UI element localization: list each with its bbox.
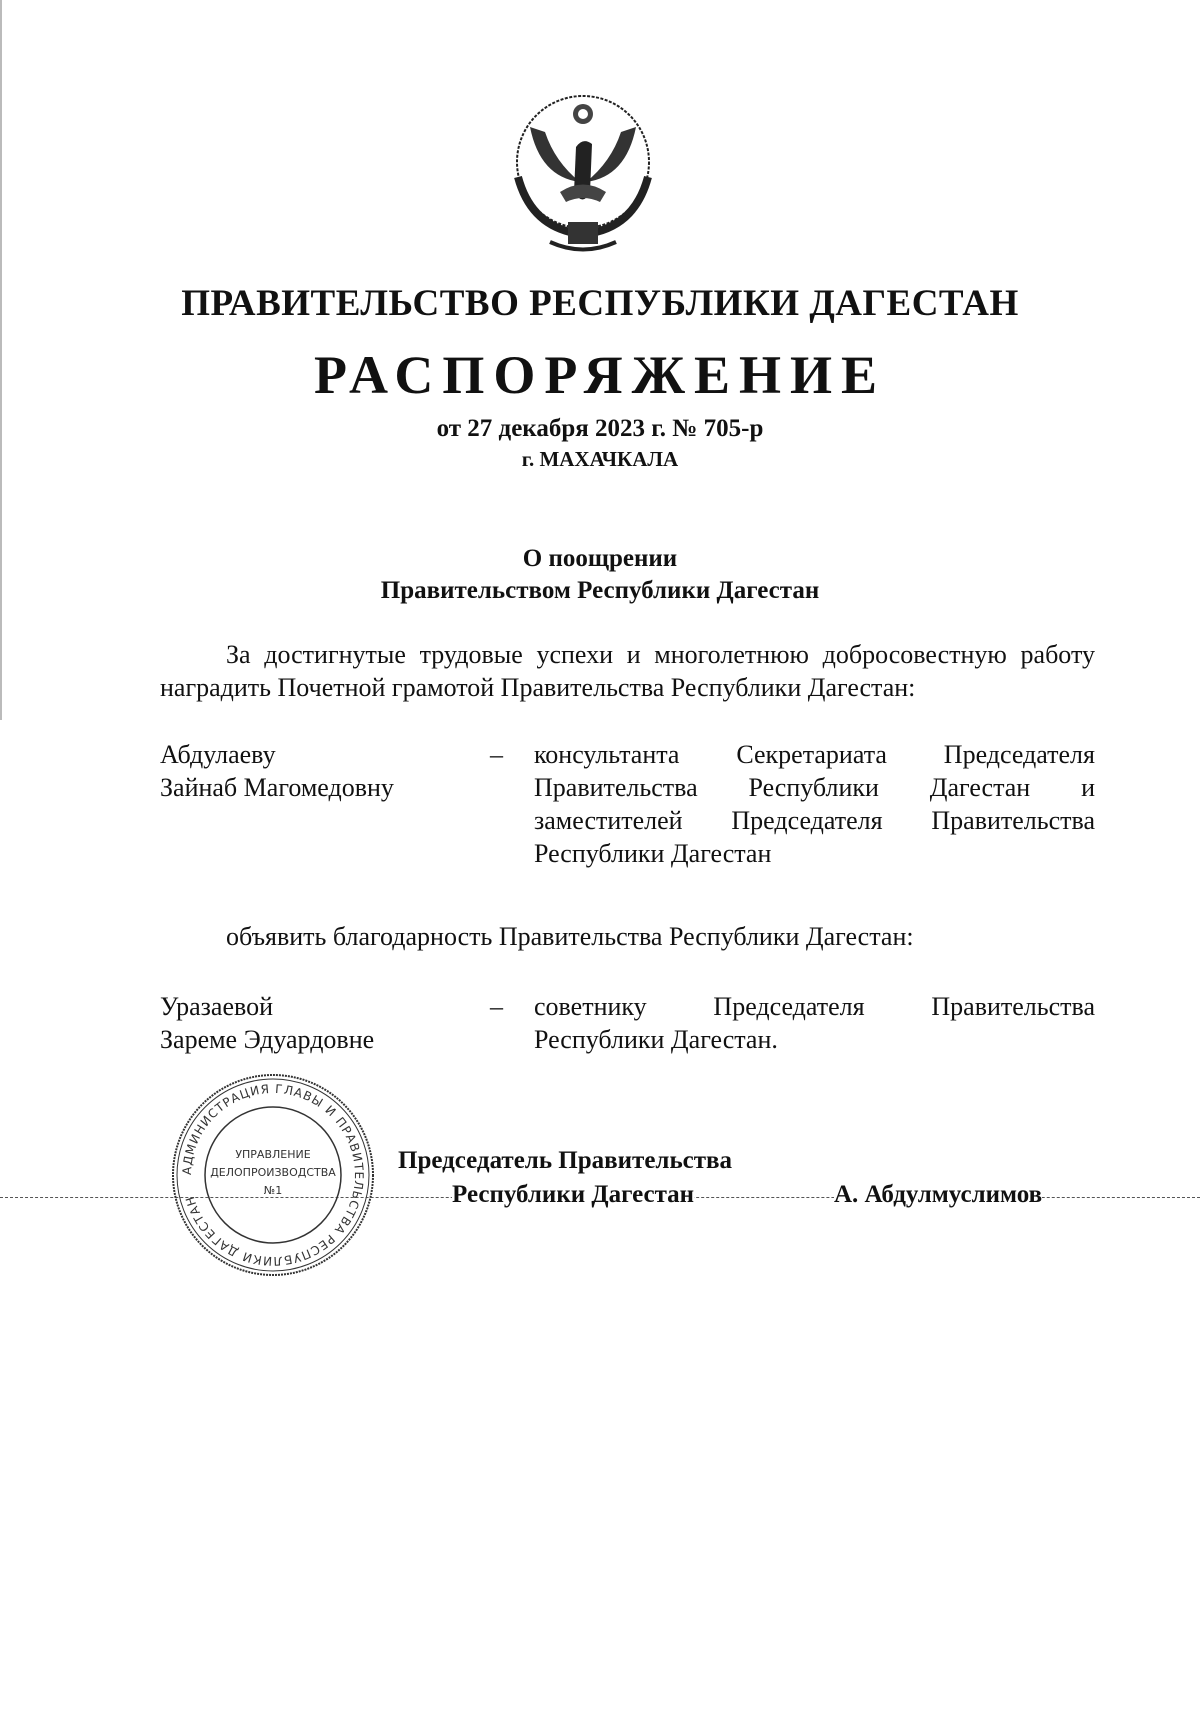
stamp-line-2: ДЕЛОПРОИЗВОДСТВА [210, 1166, 336, 1179]
awardee-position [534, 990, 1095, 1056]
dash: – [490, 992, 503, 1021]
dagestan-emblem-icon [500, 82, 666, 257]
stamp-ring-text: АДМИНИСТРАЦИЯ ГЛАВЫ И ПРАВИТЕЛЬСТВА РЕСПУБЛИКИ ДАГЕСТАН [179, 1081, 367, 1269]
awardee-given-names: Зареме Эдуардовне [160, 1025, 375, 1054]
awardee-position [534, 738, 1095, 870]
position-text: консультанта Секретариата Председателя Правительства Республики Дагестан и заместителей Председателя Правительства [534, 740, 1095, 835]
gratitude-intro: объявить благодарность Правительства Республики Дагестан: [226, 922, 914, 951]
signatory-name: А. Абдулмуслимов [834, 1181, 1043, 1208]
awardee-surname: Абдулаеву [160, 740, 276, 769]
awardee-given-names: Зайнаб Магомедовну [160, 773, 394, 802]
stamp-line-1: УПРАВЛЕНИЕ [235, 1148, 311, 1161]
position-text-last: Республики Дагестан [534, 839, 772, 868]
awardee-surname: Уразаевой [160, 992, 274, 1021]
signatory-title-2: Республики Дагестан [452, 1181, 695, 1208]
official-stamp [168, 1070, 378, 1280]
date-number: от 27 декабря 2023 г. № 705-р [436, 415, 764, 442]
dash: – [490, 740, 503, 769]
intro-paragraph: За достигнутые трудовые успехи и многолетнюю добросовестную работу наградить Почетной грамотой Правительства Республики Дагестан: [160, 640, 1095, 702]
subject-line-1: О поощрении [522, 545, 678, 572]
position-text: советнику Председателя Правительства [534, 992, 1095, 1021]
stamp-line-3: №1 [263, 1184, 283, 1197]
document-type: РАСПОРЯЖЕНИЕ [313, 345, 887, 405]
organization-title: ПРАВИТЕЛЬСТВО РЕСПУБЛИКИ ДАГЕСТАН [181, 283, 1019, 324]
subject-line-2: Правительством Республики Дагестан [380, 577, 820, 604]
signatory-title-1: Председатель Правительства [398, 1147, 733, 1174]
position-text-last: Республики Дагестан. [534, 1025, 778, 1054]
city: г. МАХАЧКАЛА [521, 447, 679, 471]
